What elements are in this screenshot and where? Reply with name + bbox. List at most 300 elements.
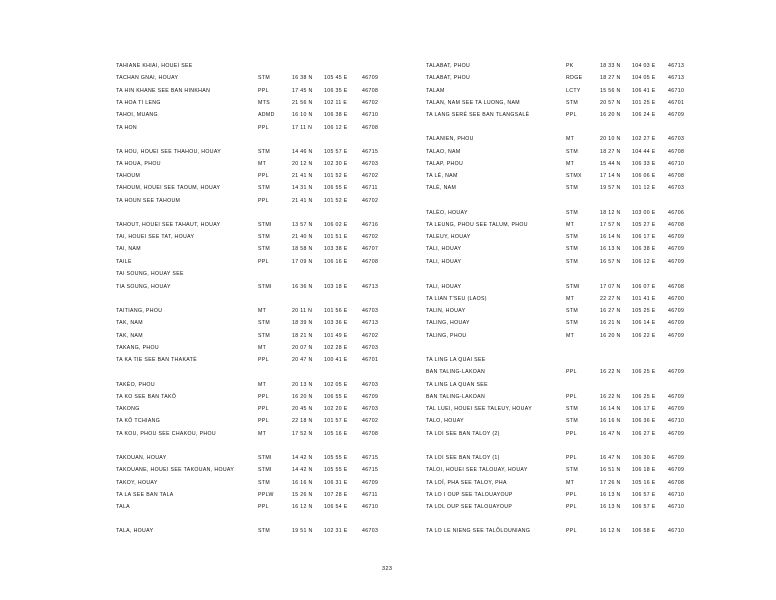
entry-name: TA LO I OUP SEE TALOUAYOUP xyxy=(426,492,513,498)
entry-name: TALO, HOUAY xyxy=(426,418,464,424)
entry-code: 46702 xyxy=(362,100,379,106)
entry-code: 46703 xyxy=(362,528,379,534)
entry-ft: PPL xyxy=(258,259,269,265)
entry-ft: PPL xyxy=(258,504,269,510)
entry-lat: 16 12 N xyxy=(292,504,313,510)
entry-code: 46702 xyxy=(362,198,379,204)
entry-lon: 106 41 E xyxy=(632,88,656,94)
entry-name: TALEUY, HOUAY xyxy=(426,234,471,240)
entry-ft: STM xyxy=(258,320,270,326)
entry-name: TAKONG xyxy=(116,406,140,412)
entry-name: TA LOL OUP SEE TALOUAYOUP xyxy=(426,504,513,510)
entry-code: 46708 xyxy=(668,149,685,155)
entry-lon: 103 38 E xyxy=(324,246,348,252)
entry-code: 46703 xyxy=(362,308,379,314)
entry-ft: MT xyxy=(566,333,575,339)
entry-name: TALAN, NAM SEE TA LUONG, NAM xyxy=(426,100,520,106)
entry-lat: 16 38 N xyxy=(292,75,313,81)
entry-name: TA LING LA QUAN SEE xyxy=(426,382,488,388)
entry-ft: ADMD xyxy=(258,112,275,118)
entry-name: TA LÉ, NAM xyxy=(426,173,458,179)
entry-name: TAKANG, PHOU xyxy=(116,345,160,351)
entry-lat: 20 11 N xyxy=(292,308,313,314)
entry-lat: 17 14 N xyxy=(600,173,621,179)
entry-lon: 106 31 E xyxy=(324,480,348,486)
entry-ft: RDGE xyxy=(566,75,583,81)
entry-name: TAILE xyxy=(116,259,132,265)
entry-ft: PK xyxy=(566,63,574,69)
entry-code: 46708 xyxy=(362,259,379,265)
entry-lon: 106 30 E xyxy=(632,455,656,461)
entry-ft: PPLW xyxy=(258,492,274,498)
entry-lon: 104 05 E xyxy=(632,75,656,81)
entry-name: TALAM xyxy=(426,88,445,94)
entry-name: TA HOU, HOUEI SEE THAHOU, HOUAY xyxy=(116,149,222,155)
entry-code: 46703 xyxy=(362,161,379,167)
entry-ft: MT xyxy=(258,345,267,351)
entry-code: 46706 xyxy=(668,210,685,216)
entry-lat: 15 56 N xyxy=(600,88,621,94)
entry-lon: 106 54 E xyxy=(324,504,348,510)
entry-lat: 16 22 N xyxy=(600,369,621,375)
entry-ft: STMI xyxy=(258,455,272,461)
entry-lon: 101 49 E xyxy=(324,333,348,339)
entry-lon: 106 18 E xyxy=(632,467,656,473)
entry-lon: 106 22 E xyxy=(632,333,656,339)
entry-name: TAL LUEI, HOUEI SEE TALEUY, HOUAY xyxy=(426,406,533,412)
entry-lon: 105 55 E xyxy=(324,455,348,461)
entry-code: 46710 xyxy=(668,528,685,534)
entry-ft: STM xyxy=(566,234,578,240)
entry-ft: STM xyxy=(566,100,578,106)
entry-code: 46709 xyxy=(668,394,685,400)
entry-code: 46710 xyxy=(668,418,685,424)
entry-lat: 16 20 N xyxy=(600,112,621,118)
entry-lat: 16 10 N xyxy=(292,112,313,118)
entry-lon: 106 16 E xyxy=(324,259,348,265)
entry-code: 46701 xyxy=(668,100,685,106)
entry-ft: PPL xyxy=(566,112,577,118)
entry-name: TALING, PHOU xyxy=(426,333,467,339)
entry-code: 46709 xyxy=(668,406,685,412)
entry-lat: 22 18 N xyxy=(292,418,313,424)
entry-ft: PPL xyxy=(566,431,577,437)
entry-code: 46703 xyxy=(362,345,379,351)
entry-lat: 16 13 N xyxy=(600,492,621,498)
entry-lat: 16 57 N xyxy=(600,259,621,265)
entry-ft: STM xyxy=(566,185,578,191)
entry-ft: MT xyxy=(258,382,267,388)
entry-lat: 18 58 N xyxy=(292,246,313,252)
entry-ft: STM xyxy=(258,528,270,534)
entry-code: 46710 xyxy=(362,504,379,510)
entry-code: 46713 xyxy=(362,320,379,326)
entry-name: TAKOUAN, HOUAY xyxy=(116,455,167,461)
entry-code: 46715 xyxy=(362,467,379,473)
entry-lon: 102 28 E xyxy=(324,345,348,351)
entry-name: TA HON xyxy=(116,125,138,131)
entry-lon: 106 24 E xyxy=(632,112,656,118)
entry-code: 46710 xyxy=(668,161,685,167)
entry-lat: 14 42 N xyxy=(292,467,313,473)
entry-name: TA LOÏ, PHA SEE TALOY, PHA xyxy=(426,480,507,486)
entry-lat: 20 57 N xyxy=(600,100,621,106)
entry-code: 46708 xyxy=(362,431,379,437)
entry-name: TA KA TIE SEE BAN THAKATÈ xyxy=(116,357,198,363)
entry-lon: 106 17 E xyxy=(632,234,656,240)
entry-name: TAKÈO, PHOU xyxy=(116,382,155,388)
entry-ft: STM xyxy=(566,406,578,412)
entry-lon: 106 55 E xyxy=(324,394,348,400)
entry-lon: 105 27 E xyxy=(632,222,656,228)
entry-name: TIA SOUNG, HOUAY xyxy=(116,284,171,290)
entry-lat: 16 14 N xyxy=(600,406,621,412)
entry-lat: 21 41 N xyxy=(292,173,313,179)
entry-lon: 102 30 E xyxy=(324,161,348,167)
entry-lon: 106 06 E xyxy=(632,173,656,179)
entry-ft: STM xyxy=(566,259,578,265)
entry-lon: 106 12 E xyxy=(632,259,656,265)
entry-lat: 16 21 N xyxy=(600,320,621,326)
entry-lon: 106 33 E xyxy=(632,161,656,167)
entry-name: TAI, NAM xyxy=(116,246,141,252)
entry-lon: 106 57 E xyxy=(632,504,656,510)
entry-code: 46703 xyxy=(668,136,685,142)
entry-lon: 106 25 E xyxy=(632,394,656,400)
entry-code: 46716 xyxy=(362,222,379,228)
entry-code: 46703 xyxy=(668,185,685,191)
entry-lat: 22 27 N xyxy=(600,296,621,302)
entry-name: TA HOA TI LENG xyxy=(116,100,161,106)
entry-ft: PPL xyxy=(258,406,269,412)
entry-code: 46713 xyxy=(668,63,685,69)
entry-lat: 16 22 N xyxy=(600,394,621,400)
entry-code: 46711 xyxy=(362,492,378,498)
entry-code: 46708 xyxy=(668,173,685,179)
entry-lat: 20 10 N xyxy=(600,136,621,142)
entry-lat: 16 16 N xyxy=(600,418,621,424)
entry-code: 46709 xyxy=(668,320,685,326)
entry-lon: 101 25 E xyxy=(632,100,656,106)
entry-ft: STM xyxy=(566,320,578,326)
entry-code: 46701 xyxy=(362,357,379,363)
entry-lon: 104 44 E xyxy=(632,149,656,155)
entry-lat: 18 27 N xyxy=(600,149,621,155)
entry-lon: 105 16 E xyxy=(632,480,656,486)
entry-code: 46709 xyxy=(668,308,685,314)
entry-lon: 101 52 E xyxy=(324,173,348,179)
entry-lon: 106 36 E xyxy=(632,418,656,424)
entry-code: 46700 xyxy=(668,296,685,302)
entry-lon: 106 27 E xyxy=(632,431,656,437)
entry-lon: 106 14 E xyxy=(632,320,656,326)
entry-ft: MT xyxy=(566,161,575,167)
entry-ft: STM xyxy=(258,185,270,191)
entry-lat: 20 13 N xyxy=(292,382,313,388)
entry-lon: 105 55 E xyxy=(324,467,348,473)
entry-name: TALABAT, PHOU xyxy=(426,63,471,69)
entry-lon: 106 57 E xyxy=(632,492,656,498)
entry-name: TALING, HOUAY xyxy=(426,320,470,326)
entry-lat: 16 20 N xyxy=(292,394,313,400)
entry-lat: 15 44 N xyxy=(600,161,621,167)
entry-code: 46715 xyxy=(362,149,379,155)
entry-ft: PPL xyxy=(258,394,269,400)
entry-name: TALANIEN, PHOU xyxy=(426,136,474,142)
entry-lat: 20 07 N xyxy=(292,345,313,351)
entry-code: 46709 xyxy=(362,75,379,81)
entry-lat: 17 45 N xyxy=(292,88,313,94)
entry-name: TAK, NAM xyxy=(116,333,143,339)
entry-name: BAN TALING-LAKOAN xyxy=(426,394,486,400)
entry-lon: 100 41 E xyxy=(324,357,348,363)
entry-name: TA KO SEE BAN TAKÔ xyxy=(116,394,177,400)
entry-name: TAI SOUNG, HOUAY SEE xyxy=(116,271,184,277)
entry-ft: PPL xyxy=(258,125,269,131)
entry-lat: 16 47 N xyxy=(600,455,621,461)
entry-lon: 105 57 E xyxy=(324,149,348,155)
entry-name: TA LEUNG, PHOU SEE TALUM, PHOU xyxy=(426,222,528,228)
entry-lat: 18 39 N xyxy=(292,320,313,326)
entry-lon: 102 20 E xyxy=(324,406,348,412)
entry-name: TA KOU, PHOU SEE CHAKOU, PHOU xyxy=(116,431,216,437)
entry-ft: STM xyxy=(258,333,270,339)
entry-lat: 16 47 N xyxy=(600,431,621,437)
entry-lat: 17 11 N xyxy=(292,125,313,131)
entry-lat: 20 12 N xyxy=(292,161,313,167)
entry-lon: 106 25 E xyxy=(632,369,656,375)
entry-code: 46708 xyxy=(668,284,685,290)
entry-ft: STM xyxy=(566,467,578,473)
entry-ft: MT xyxy=(258,161,267,167)
entry-ft: PPL xyxy=(258,357,269,363)
entry-lat: 17 09 N xyxy=(292,259,313,265)
entry-ft: STM xyxy=(566,418,578,424)
entry-ft: PPL xyxy=(258,88,269,94)
entry-ft: PPL xyxy=(566,455,577,461)
entry-name: TA HIN KHANE SEE BAN HINKHAN xyxy=(116,88,211,94)
entry-name: TA LIAN T'SEU (LAOS) xyxy=(426,296,487,302)
entry-ft: STMI xyxy=(566,284,580,290)
entry-name: TA HOUN SEE TAHOUM xyxy=(116,198,181,204)
entry-ft: MT xyxy=(566,136,575,142)
entry-ft: STMI xyxy=(258,467,272,473)
entry-code: 46709 xyxy=(362,480,379,486)
entry-ft: PPL xyxy=(566,504,577,510)
entry-lon: 106 55 E xyxy=(324,185,348,191)
entry-lat: 21 40 N xyxy=(292,234,313,240)
entry-lat: 19 51 N xyxy=(292,528,313,534)
entry-name: TAITIANG, PHOU xyxy=(116,308,163,314)
entry-name: TA LANG SERÉ SEE BAN TLANGSALÉ xyxy=(426,112,530,118)
entry-lon: 103 36 E xyxy=(324,320,348,326)
entry-ft: MT xyxy=(566,296,575,302)
entry-code: 46708 xyxy=(668,222,685,228)
entry-lat: 17 07 N xyxy=(600,284,621,290)
entry-lon: 106 12 E xyxy=(324,125,348,131)
entry-name: TAHOUT, HOUEI SEE TAHAUT, HOUAY xyxy=(116,222,221,228)
entry-name: TALI, HOUAY xyxy=(426,259,462,265)
entry-lat: 14 46 N xyxy=(292,149,313,155)
entry-code: 46713 xyxy=(668,75,685,81)
entry-code: 46709 xyxy=(668,234,685,240)
entry-ft: STM xyxy=(566,308,578,314)
entry-lat: 21 41 N xyxy=(292,198,313,204)
entry-lon: 106 35 E xyxy=(324,88,348,94)
entry-lon: 102 11 E xyxy=(324,100,348,106)
entry-lon: 101 41 E xyxy=(632,296,656,302)
entry-code: 46707 xyxy=(362,246,379,252)
entry-ft: STM xyxy=(258,149,270,155)
page-number: 323 xyxy=(382,566,393,572)
entry-name: TAK, NAM xyxy=(116,320,143,326)
entry-lat: 16 20 N xyxy=(600,333,621,339)
entry-ft: PPL xyxy=(566,492,577,498)
entry-name: TA HOUA, PHOU xyxy=(116,161,161,167)
entry-name: TAI, HOUEI SEE TAT, HOUAY xyxy=(116,234,195,240)
entry-code: 46702 xyxy=(362,333,379,339)
entry-code: 46709 xyxy=(668,431,685,437)
entry-lat: 21 56 N xyxy=(292,100,313,106)
entry-name: TAHOI, MUANG xyxy=(116,112,158,118)
entry-code: 46708 xyxy=(362,125,379,131)
entry-name: TAHOUM, HOUEI SEE TAOUM, HOUAY xyxy=(116,185,221,191)
entry-lat: 20 47 N xyxy=(292,357,313,363)
entry-name: TALA xyxy=(116,504,130,510)
entry-code: 46710 xyxy=(668,492,685,498)
entry-name: TAKOY, HOUAY xyxy=(116,480,158,486)
entry-name: BAN TALING-LAKOAN xyxy=(426,369,486,375)
entry-lat: 17 52 N xyxy=(292,431,313,437)
entry-lon: 102 31 E xyxy=(324,528,348,534)
entry-lat: 16 12 N xyxy=(600,528,621,534)
entry-name: TALAP, PHOU xyxy=(426,161,464,167)
entry-lon: 101 56 E xyxy=(324,308,348,314)
entry-lat: 18 27 N xyxy=(600,75,621,81)
entry-ft: PPL xyxy=(566,394,577,400)
entry-name: TAHOUM xyxy=(116,173,141,179)
entry-lat: 17 26 N xyxy=(600,480,621,486)
entry-name: TA LA SEE BAN TALA xyxy=(116,492,174,498)
entry-ft: STMI xyxy=(258,222,272,228)
entry-lat: 16 13 N xyxy=(600,504,621,510)
entry-lat: 18 12 N xyxy=(600,210,621,216)
entry-lon: 101 51 E xyxy=(324,234,348,240)
entry-code: 46709 xyxy=(668,467,685,473)
entry-lon: 101 52 E xyxy=(324,198,348,204)
entry-code: 46709 xyxy=(668,112,685,118)
entry-name: TALABAT, PHOU xyxy=(426,75,471,81)
entry-lon: 106 38 E xyxy=(632,246,656,252)
entry-name: TA LING LA QUAI SEE xyxy=(426,357,486,363)
entry-code: 46709 xyxy=(668,259,685,265)
entry-ft: STM xyxy=(566,246,578,252)
entry-lat: 13 57 N xyxy=(292,222,313,228)
entry-lon: 106 38 E xyxy=(324,112,348,118)
entry-code: 46703 xyxy=(362,406,379,412)
entry-ft: MT xyxy=(258,431,267,437)
entry-name: TA LOI SEE BAN TALOY (1) xyxy=(426,455,500,461)
entry-lat: 17 57 N xyxy=(600,222,621,228)
entry-lon: 105 45 E xyxy=(324,75,348,81)
entry-ft: PPL xyxy=(258,173,269,179)
entry-lon: 102 05 E xyxy=(324,382,348,388)
entry-name: TALÈ, NAM xyxy=(426,185,457,191)
entry-ft: LCTY xyxy=(566,88,581,94)
entry-name: TA LO LE NIENG SEE TALÔLOUNIANG xyxy=(426,528,531,534)
entry-code: 46709 xyxy=(668,333,685,339)
entry-name: TALÈO, HOUAY xyxy=(426,210,468,216)
entry-code: 46710 xyxy=(668,504,685,510)
entry-name: TAKOUANE, HOUEI SEE TAKOUAN, HOUAY xyxy=(116,467,235,473)
entry-lon: 106 07 E xyxy=(632,284,656,290)
entry-lon: 104 03 E xyxy=(632,63,656,69)
entry-ft: PPL xyxy=(566,528,577,534)
entry-ft: MT xyxy=(566,222,575,228)
entry-code: 46708 xyxy=(668,480,685,486)
entry-lon: 105 25 E xyxy=(632,308,656,314)
entry-ft: STM xyxy=(258,246,270,252)
entry-code: 46708 xyxy=(362,88,379,94)
entry-ft: PPL xyxy=(566,369,577,375)
entry-code: 46709 xyxy=(668,246,685,252)
entry-lat: 19 57 N xyxy=(600,185,621,191)
entry-code: 46702 xyxy=(362,234,379,240)
entry-lat: 16 14 N xyxy=(600,234,621,240)
entry-lat: 16 36 N xyxy=(292,284,313,290)
entry-lon: 101 57 E xyxy=(324,418,348,424)
entry-name: TALAO, NAM xyxy=(426,149,461,155)
entry-ft: STM xyxy=(566,210,578,216)
entry-lat: 14 31 N xyxy=(292,185,313,191)
entry-lon: 103 00 E xyxy=(632,210,656,216)
entry-lon: 106 02 E xyxy=(324,222,348,228)
entry-ft: STMI xyxy=(258,284,272,290)
entry-ft: STM xyxy=(258,234,270,240)
entry-lon: 105 16 E xyxy=(324,431,348,437)
entry-lat: 15 26 N xyxy=(292,492,313,498)
entry-name: TALI, HOUAY xyxy=(426,284,462,290)
entry-code: 46710 xyxy=(668,88,685,94)
entry-name: TALI, HOUAY xyxy=(426,246,462,252)
entry-ft: STM xyxy=(566,149,578,155)
entry-code: 46702 xyxy=(362,418,379,424)
entry-ft: STM xyxy=(258,75,270,81)
entry-code: 46715 xyxy=(362,455,379,461)
entry-ft: STM xyxy=(258,480,270,486)
entry-lon: 107 28 E xyxy=(324,492,348,498)
entry-lat: 14 42 N xyxy=(292,455,313,461)
entry-name: TACHAN GNAI, HOUAY xyxy=(116,75,179,81)
entry-code: 46709 xyxy=(668,455,685,461)
entry-name: TALOI, HOUEI SEE TALOUAY, HOUAY xyxy=(426,467,528,473)
entry-lon: 106 58 E xyxy=(632,528,656,534)
entry-code: 46709 xyxy=(668,369,685,375)
entry-code: 46713 xyxy=(362,284,379,290)
entry-lat: 18 33 N xyxy=(600,63,621,69)
entry-ft: MT xyxy=(566,480,575,486)
entry-lat: 20 45 N xyxy=(292,406,313,412)
entry-name: TALIN, HOUAY xyxy=(426,308,466,314)
entry-ft: MT xyxy=(258,308,267,314)
entry-lon: 103 18 E xyxy=(324,284,348,290)
entry-lon: 106 17 E xyxy=(632,406,656,412)
entry-ft: PPL xyxy=(258,198,269,204)
entry-lat: 16 27 N xyxy=(600,308,621,314)
entry-ft: STMX xyxy=(566,173,582,179)
entry-lat: 18 21 N xyxy=(292,333,313,339)
entry-name: TA LOI SEE BAN TALOY (2) xyxy=(426,431,500,437)
